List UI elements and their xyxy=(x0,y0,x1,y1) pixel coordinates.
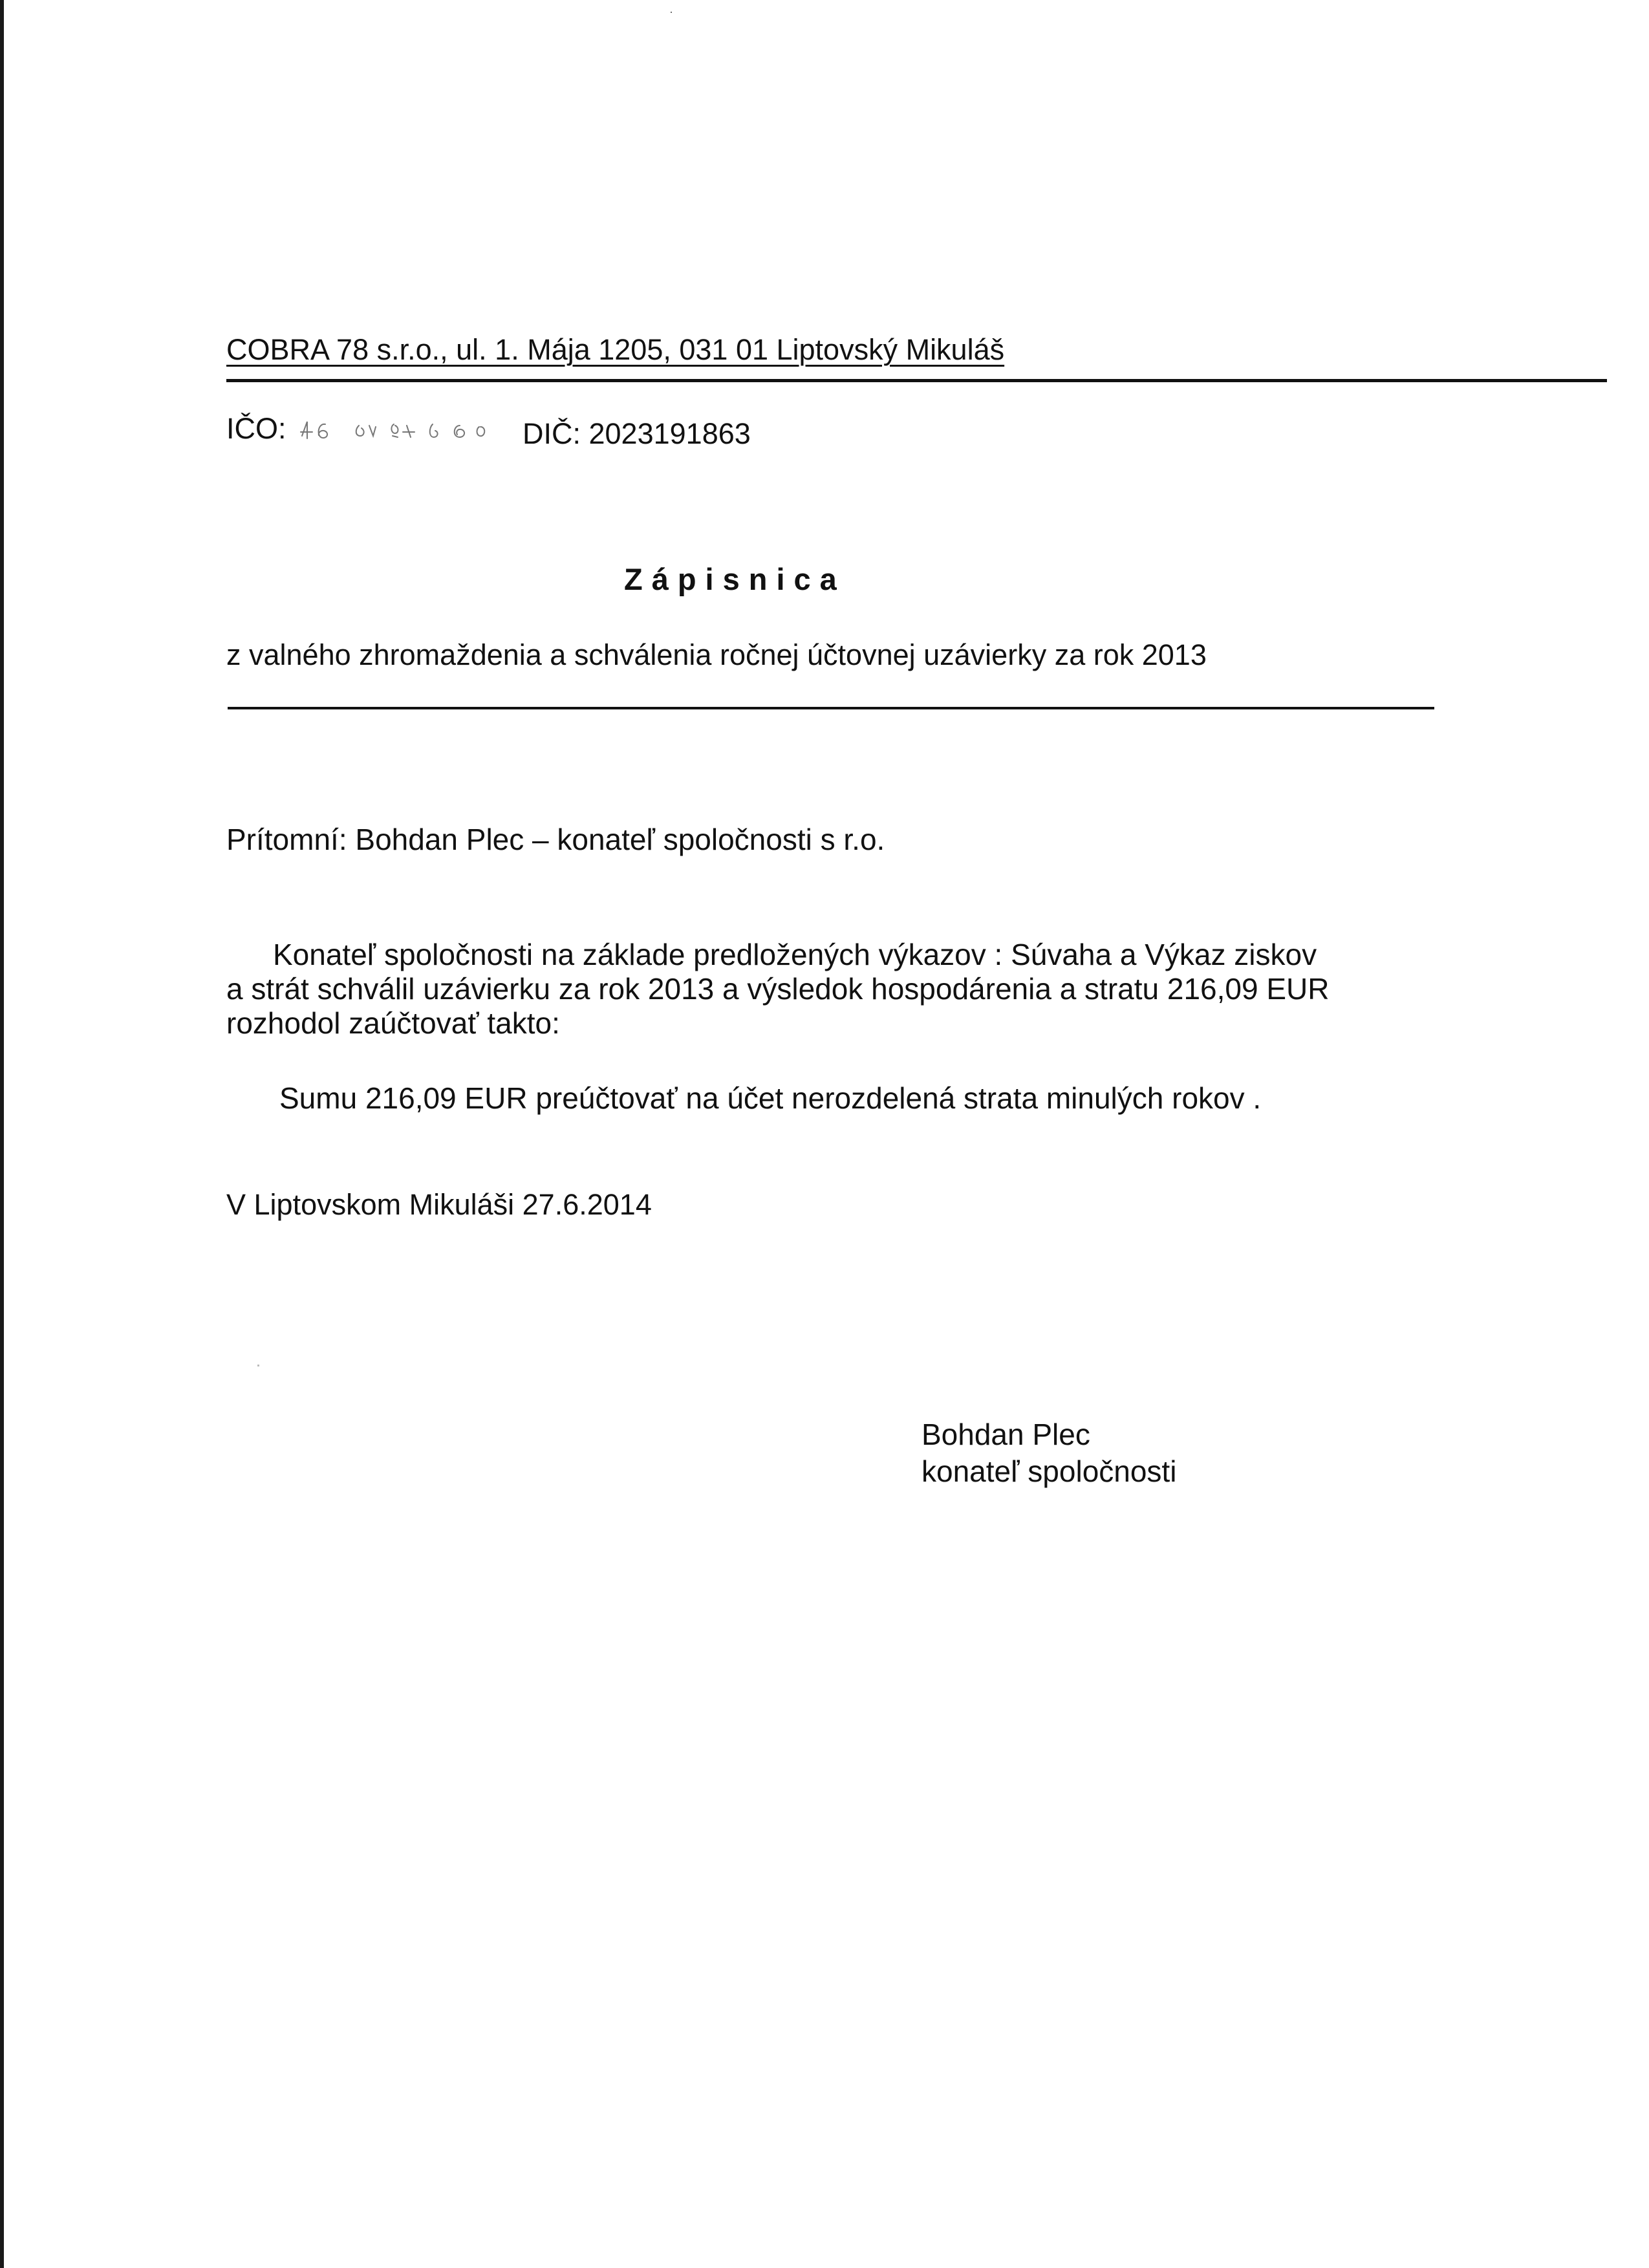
scan-artifact-mark: · xyxy=(669,5,673,18)
company-address-line: COBRA 78 s.r.o., ul. 1. Mája 1205, 031 01 Liptovský Mikuláš xyxy=(226,333,1005,366)
paragraph-line-3: rozhodol zaúčtovať takto: xyxy=(226,1006,560,1040)
ico-label: IČO: xyxy=(226,412,286,445)
document-subtitle: z valného zhromaždenia a schválenia ročnej účtovnej uzávierky za rok 2013 xyxy=(226,638,1207,671)
scan-edge xyxy=(0,0,4,2268)
paragraph-line-1: Konateľ spoločnosti na základe predložených výkazov : Súvaha a Výkaz ziskov xyxy=(273,938,1317,971)
decision-amount-line: Sumu 216,09 EUR preúčtovať na účet nerozdelená strata minulých rokov . xyxy=(279,1081,1262,1115)
header-rule xyxy=(226,379,1607,382)
subtitle-rule xyxy=(228,707,1434,709)
signatory-role: konateľ spoločnosti xyxy=(921,1454,1177,1488)
paragraph-line-2: a strát schválil uzávierku za rok 2013 a výsledok hospodárenia a stratu 216,09 EUR xyxy=(226,972,1330,1006)
document-title: Zápisnica xyxy=(624,562,846,596)
decision-paragraph xyxy=(226,938,1487,1041)
attendees-line: Prítomní: Bohdan Plec – konateľ spoločnosti s r.o. xyxy=(226,823,885,856)
ico-row xyxy=(226,414,510,444)
place-date: V Liptovskom Mikuláši 27.6.2014 xyxy=(226,1188,652,1221)
ico-handwritten-value xyxy=(297,418,510,444)
dic-number: DIČ: 2023191863 xyxy=(523,417,751,450)
scan-speck xyxy=(257,1365,259,1366)
signatory-name: Bohdan Plec xyxy=(921,1418,1090,1451)
